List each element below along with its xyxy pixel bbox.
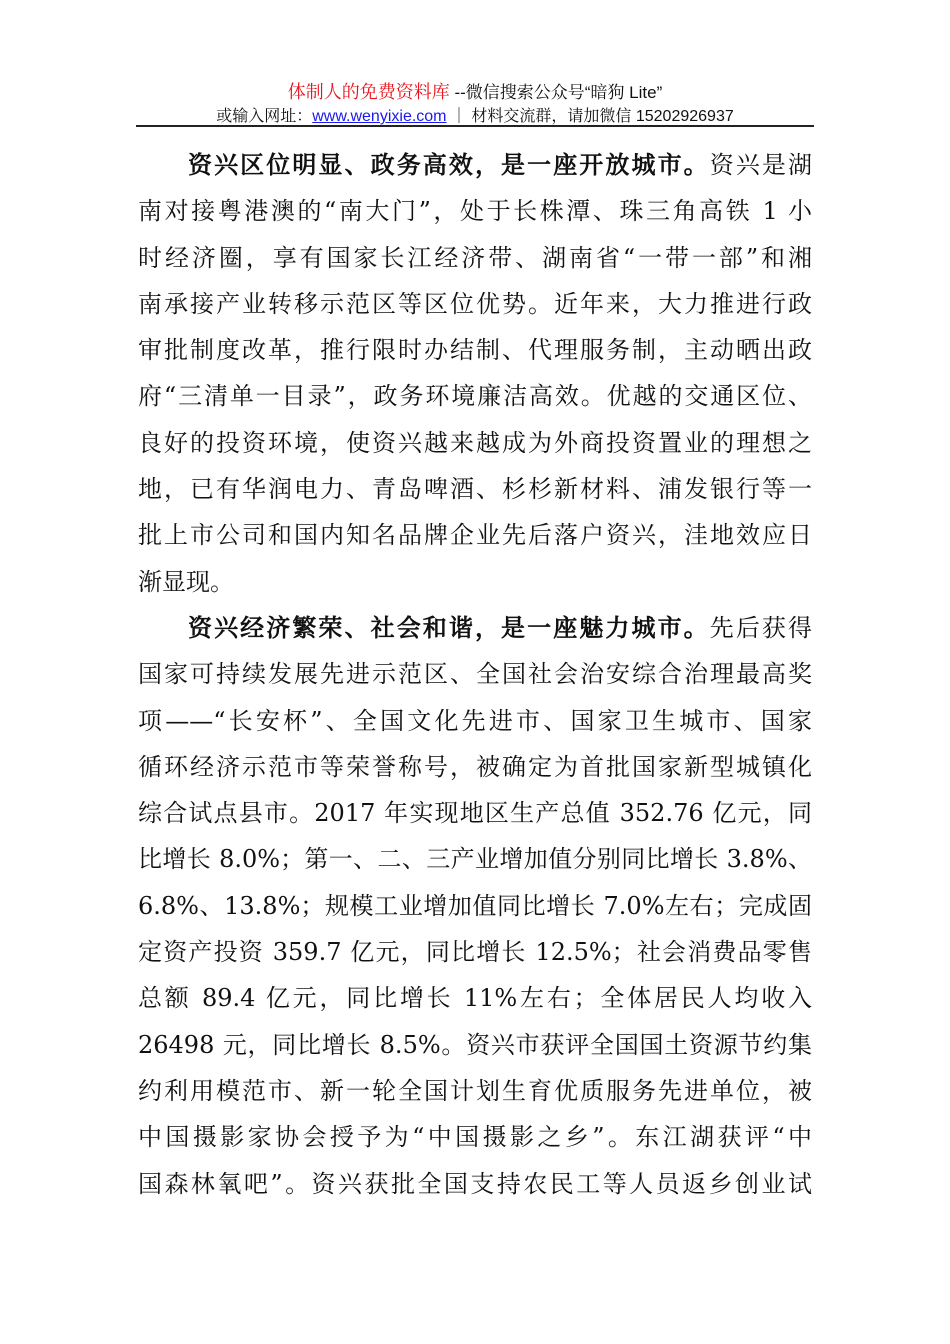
watermark-header-line-1	[136, 78, 814, 104]
text-line: 国森林氧吧”。资兴获批全国支持农民工等人员返乡创业试	[138, 1169, 812, 1198]
text-line: 国家可持续发展先进示范区、全国社会治安综合治理最高奖	[138, 660, 812, 689]
text-line: 比增长 8.0%；第一、二、三产业增加值分别同比增长 3.8%、	[138, 845, 812, 874]
text-line: 渐显现。	[138, 567, 234, 596]
paragraph-text: 先后获得	[709, 613, 813, 642]
text-line: 项——“长安杯”、全国文化先进市、国家卫生城市、国家	[138, 706, 812, 735]
header-divider	[136, 125, 814, 127]
text-line: 循环经济示范市等荣誉称号，被确定为首批国家新型城镇化	[138, 752, 812, 781]
contact-info: ｜ 材料交流群，请加微信 15202926937	[446, 108, 734, 125]
text-line: 良好的投资环境，使资兴越来越成为外商投资置业的理想之	[138, 428, 812, 457]
paragraph-first-line	[138, 605, 812, 651]
url-prefix: 或输入网址：	[216, 108, 313, 125]
paragraph-lead-heading: 资兴经济繁荣、社会和谐，是一座魅力城市。	[188, 612, 710, 642]
text-line: 府“三清单一目录”，政务环境廉洁高效。优越的交通区位、	[138, 382, 812, 411]
tagline: --微信搜索公众号“暗狗 Lite”	[449, 83, 663, 102]
document-body	[138, 142, 812, 1207]
text-line: 26498 元，同比增长 8.5%。资兴市获评全国国土资源节约集	[138, 1030, 812, 1059]
text-line: 约利用模范市、新一轮全国计划生育优质服务先进单位，被	[138, 1076, 812, 1105]
text-line: 定资产投资 359.7 亿元，同比增长 12.5%；社会消费品零售	[138, 938, 812, 967]
paragraph-first-line	[138, 142, 812, 188]
text-line: 批上市公司和国内知名品牌企业先后落户资兴，洼地效应日	[138, 521, 812, 550]
text-line: 6.8%、13.8%；规模工业增加值同比增长 7.0%左右；完成固	[138, 891, 812, 920]
text-line: 总额 89.4 亿元，同比增长 11%左右；全体居民人均收入	[138, 984, 812, 1013]
text-line: 审批制度改革，推行限时办结制、代理服务制，主动晒出政	[138, 336, 812, 365]
text-line: 南承接产业转移示范区等区位优势。近年来，大力推进行政	[138, 289, 812, 318]
text-line: 综合试点县市。2017 年实现地区生产总值 352.76 亿元，同	[138, 799, 812, 828]
text-line: 中国摄影家协会授予为“中国摄影之乡”。东江湖获评“中	[138, 1123, 812, 1152]
brand-name: 体制人的免费资料库	[287, 82, 450, 102]
text-line: 南对接粤港澳的“南大门”，处于长株潭、珠三角高铁 1 小	[138, 197, 812, 226]
paragraph-lead-heading: 资兴区位明显、政务高效，是一座开放城市。	[188, 150, 710, 179]
paragraph-text: 资兴是湖	[709, 151, 813, 179]
watermark-header-line-2	[136, 103, 814, 126]
text-line: 地，已有华润电力、青岛啤酒、杉杉新材料、浦发银行等一	[138, 475, 812, 504]
text-line: 时经济圈，享有国家长江经济带、湖南省“一带一部”和湘	[138, 243, 812, 272]
website-link[interactable]: www.wenyixie.com	[312, 108, 447, 125]
